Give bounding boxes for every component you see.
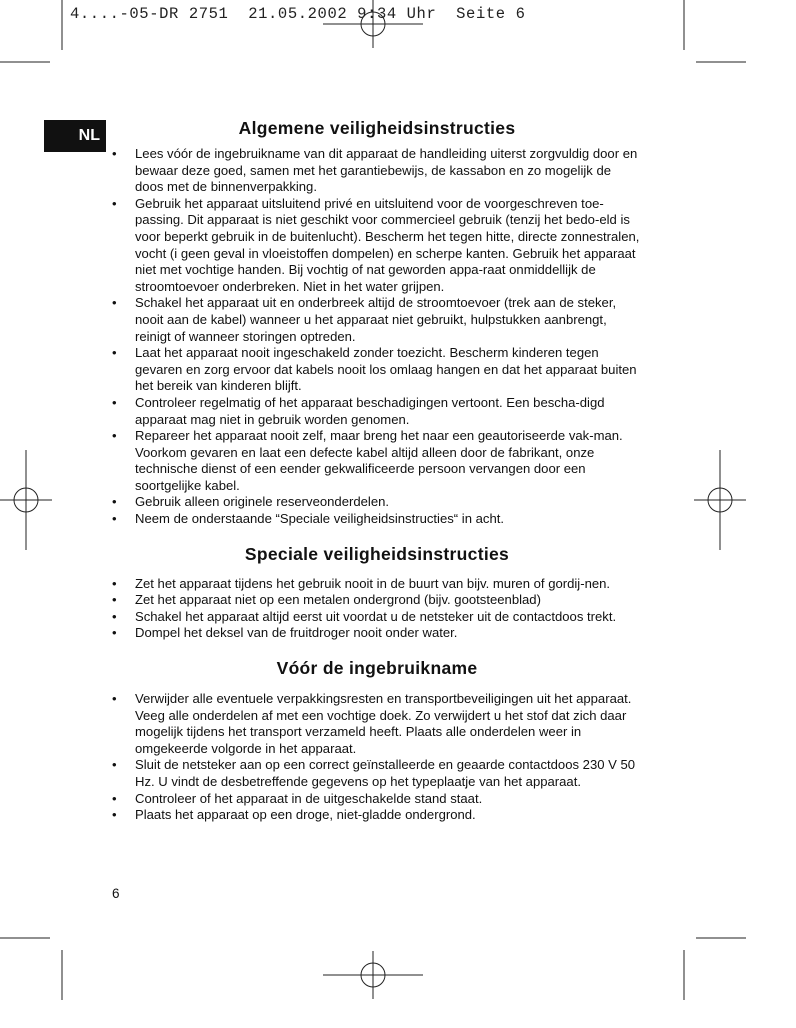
- list-item: • Gebruik het apparaat uitsluitend privé en uitsluitend voor de voorgeschreven toe-passing. Dit apparaat is niet geschikt voor commercieel gebruik (tenzij het bedo-eld is voor beperkt gebruik in de buitenlucht). Bescherm het tegen hitte, directe zonnestralen, vocht (i geen geval in vloeistoffen dompelen) en scherpe kanten. Gebruik het apparaat niet met vochtige handen. Bij vochtig of nat geworden appa-raat onmiddellijk de stroomtoevoer onderbreken. Niet in het water grijpen.: [112, 196, 642, 296]
- list-item: • Schakel het apparaat uit en onderbreek altijd de stroomtoevoer (trek aan de steker, nooit aan de kabel) wanneer u het apparaat niet gebruikt, hulpstukken aanbrengt, reinigt of wanneer storingen optreden.: [112, 295, 642, 345]
- list-item: • Sluit de netsteker aan op een correct geïnstalleerde en geaarde contactdoos 230 V 50 Hz. U vindt de desbetreffende gegevens op het typeplaatje van het apparaat.: [112, 757, 642, 790]
- crop-mark-bottom-right: [684, 938, 746, 1000]
- list-item: • Controleer of het apparaat in de uitgeschakelde stand staat.: [112, 791, 642, 808]
- list-item: • Verwijder alle eventuele verpakkingsresten en transportbeveiligingen uit het apparaat. Veeg alle onderdelen af met een vochtige doek. Zo verwijdert u het stof dat zich daar mogelijk tijdens het transport verzameld heeft. Plaats alle onderdelen weer in omgekeerde volgorde in het apparaat.: [112, 691, 642, 757]
- registration-mark-left: [0, 450, 52, 550]
- instruction-list: [112, 146, 642, 528]
- language-tab: NL: [44, 120, 106, 152]
- instruction-list: [112, 691, 642, 824]
- crop-mark-bottom-left: [0, 938, 62, 1000]
- section-title: Vóór de ingebruikname: [276, 658, 478, 679]
- list-item: • Zet het apparaat tijdens het gebruik nooit in de buurt van bijv. muren of gordij-nen.: [112, 576, 642, 593]
- registration-mark-bottom: [323, 951, 423, 999]
- section-general-safety: [112, 118, 642, 528]
- crop-mark-top-right: [684, 0, 746, 62]
- section-title: Algemene veiligheidsinstructies: [238, 118, 516, 138]
- list-item: • Gebruik alleen originele reserveonderdelen.: [112, 494, 642, 511]
- print-header: 4....-05-DR 2751 21.05.2002 9:34 Uhr Seite 6: [70, 5, 526, 23]
- crop-mark-top-left: [0, 0, 62, 62]
- list-item: • Neem de onderstaande “Speciale veiligheidsinstructies“ in acht.: [112, 511, 642, 528]
- page-number: 6: [112, 886, 120, 901]
- list-item: • Controleer regelmatig of het apparaat beschadigingen vertoont. Een bescha-digd apparaat mag niet in gebruik worden genomen.: [112, 395, 642, 428]
- list-item: • Schakel het apparaat altijd eerst uit voordat u de netsteker uit de contactdoos trekt.: [112, 609, 642, 626]
- registration-mark-top: [323, 0, 423, 48]
- section-title: Speciale veiligheidsinstructies: [244, 543, 510, 564]
- list-item: • Dompel het deksel van de fruitdroger nooit onder water.: [112, 625, 642, 642]
- section-special-safety: [112, 544, 642, 642]
- list-item: • Plaats het apparaat op een droge, niet-gladde ondergrond.: [112, 807, 642, 824]
- list-item: • Repareer het apparaat nooit zelf, maar breng het naar een geautoriseerde vak-man. Voorkom gevaren en laat een defecte kabel altijd alleen door de fabrikant, onze technische dienst of een eender gekwalificeerde persoon vervangen door een soortgelijke kabel.: [112, 428, 642, 494]
- list-item: • Laat het apparaat nooit ingeschakeld zonder toezicht. Bescherm kinderen tegen gevaren en zorg ervoor dat kabels nooit los omlaag hangen en dat het apparaat buiten het bereik van kinderen blijft.: [112, 345, 642, 395]
- list-item: • Lees vóór de ingebruikname van dit apparaat de handleiding uiterst zorgvuldig door en bewaar deze goed, samen met het garantiebewijs, de kassabon en zo mogelijk de doos met de binnenverpakking.: [112, 146, 642, 196]
- list-item: • Zet het apparaat niet op een metalen ondergrond (bijv. gootsteenblad): [112, 592, 642, 609]
- registration-mark-right: [694, 450, 746, 550]
- instruction-list: [112, 576, 642, 642]
- section-before-first-use: [112, 658, 642, 824]
- instructions-content: [112, 118, 642, 824]
